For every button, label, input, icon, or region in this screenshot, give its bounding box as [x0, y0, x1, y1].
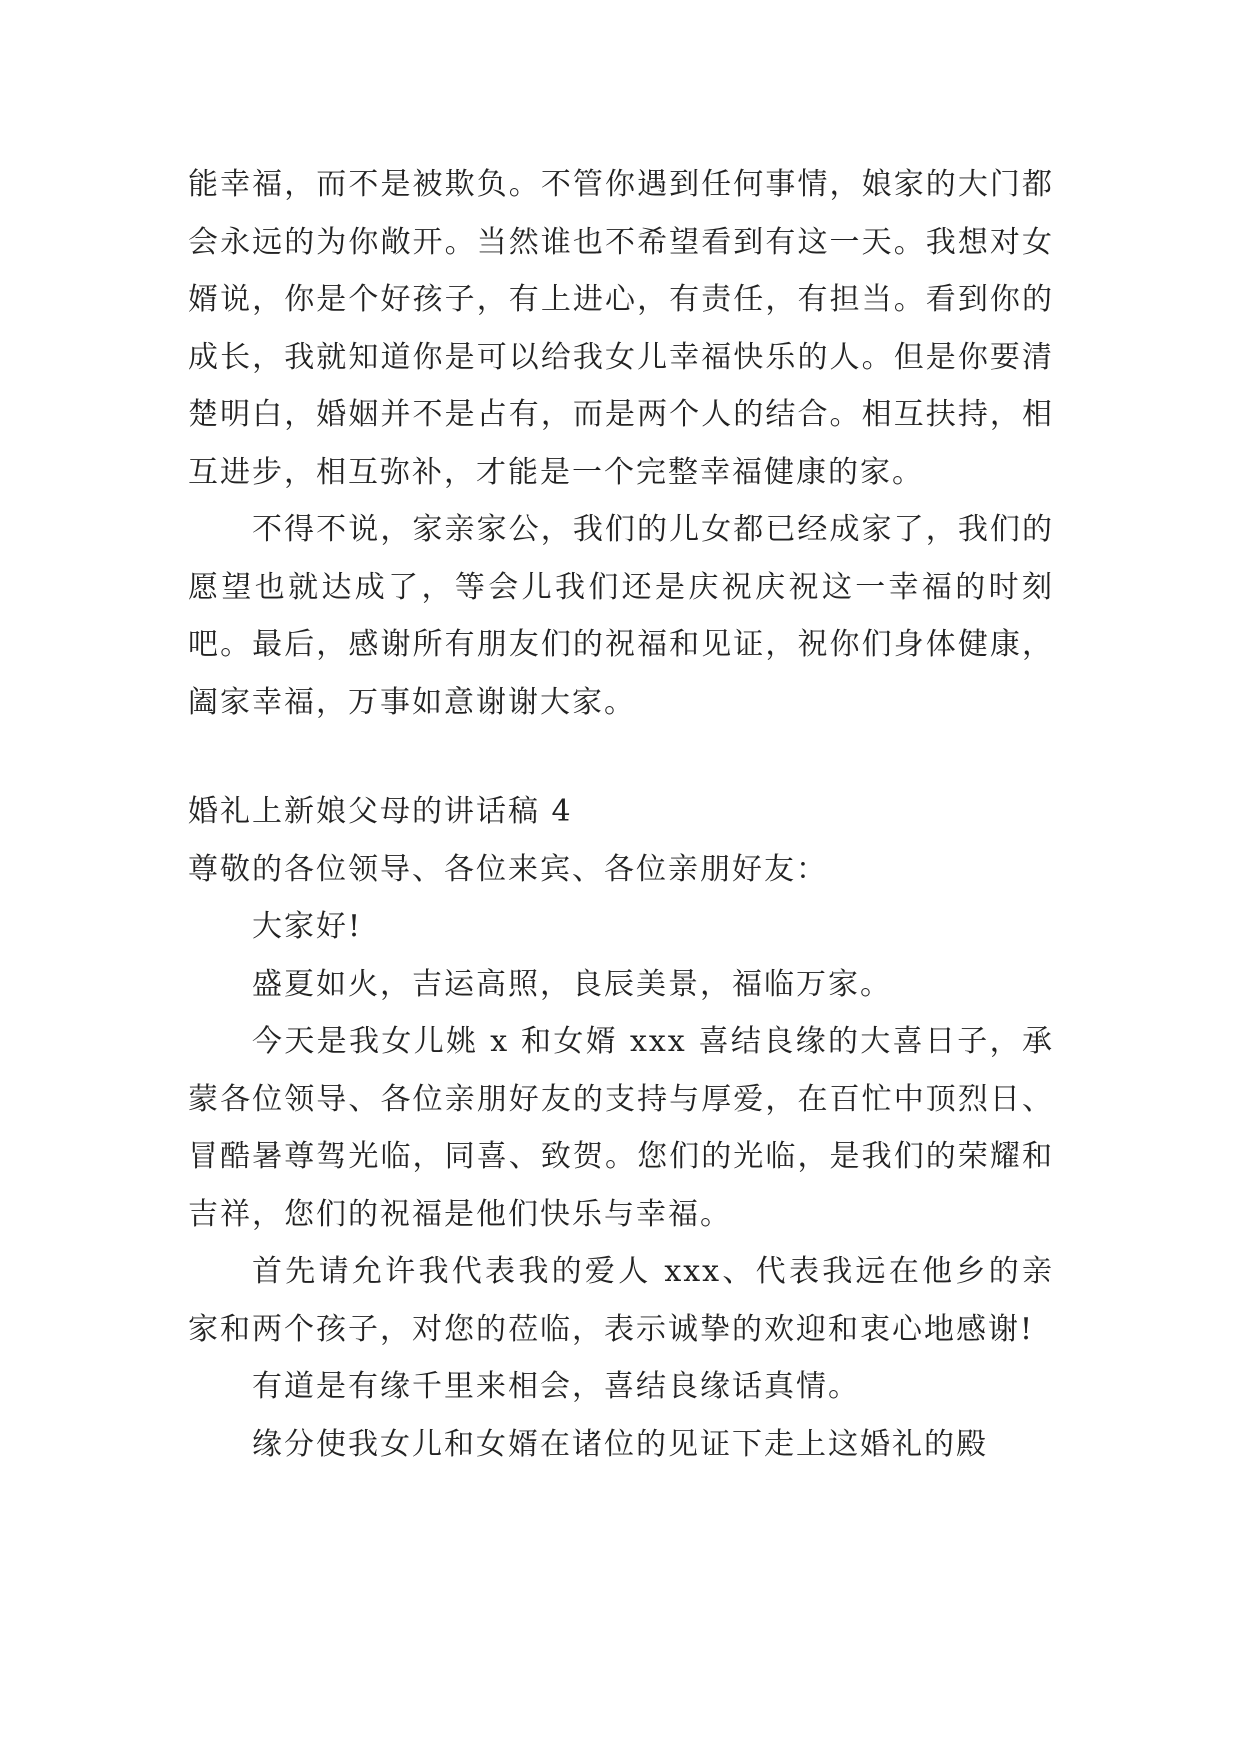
section-spacer — [188, 731, 1054, 783]
paragraph-continuation: 能幸福，而不是被欺负。不管你遇到任何事情，娘家的大门都会永远的为你敞开。当然谁也不希望看到有这一天。我想对女婿说，你是个好孩子，有上进心，有责任，有担当。看到你的成长，我就知道你是可以给我女儿幸福快乐的人。但是你要清楚明白，婚姻并不是占有，而是两个人的结合。相互扶持，相互进步，相互弥补，才能是一个完整幸福健康的家。 — [188, 167, 1054, 490]
paragraph-welcome: 今天是我女儿姚 x 和女婿 xxx 喜结良缘的大喜日子，承蒙各位领导、各位亲朋好友的支持与厚爱，在百忙中顶烈日、冒酷暑尊驾光临，同喜、致贺。您们的光临，是我们的荣耀和吉祥，您们的祝福是他们快乐与幸福。 — [188, 1024, 1054, 1232]
paragraph-fate: 缘分使我女儿和女婿在诸位的见证下走上这婚礼的殿 — [252, 1426, 988, 1462]
section-title: 婚礼上新娘父母的讲话稿 4 — [188, 794, 573, 829]
salutation: 尊敬的各位领导、各位来宾、各位亲朋好友： — [188, 851, 828, 887]
opening-line: 盛夏如火，吉运高照，良辰美景，福临万家。 — [252, 966, 892, 1002]
paragraph-closing: 不得不说，家亲家公，我们的儿女都已经成家了，我们的愿望也就达成了，等会儿我们还是庆祝庆祝这一幸福的时刻吧。最后，感谢所有朋友们的祝福和见证，祝你们身体健康，阖家幸福，万事如意谢谢大家。 — [188, 512, 1054, 720]
greeting: 大家好! — [252, 909, 363, 944]
document-body — [188, 156, 1054, 1473]
paragraph-thanks: 首先请允许我代表我的爱人 xxx、代表我远在他乡的亲家和两个孩子，对您的莅临，表示诚挚的欢迎和衷心地感谢! — [188, 1254, 1054, 1347]
proverb-line: 有道是有缘千里来相会，喜结良缘话真情。 — [252, 1369, 860, 1404]
